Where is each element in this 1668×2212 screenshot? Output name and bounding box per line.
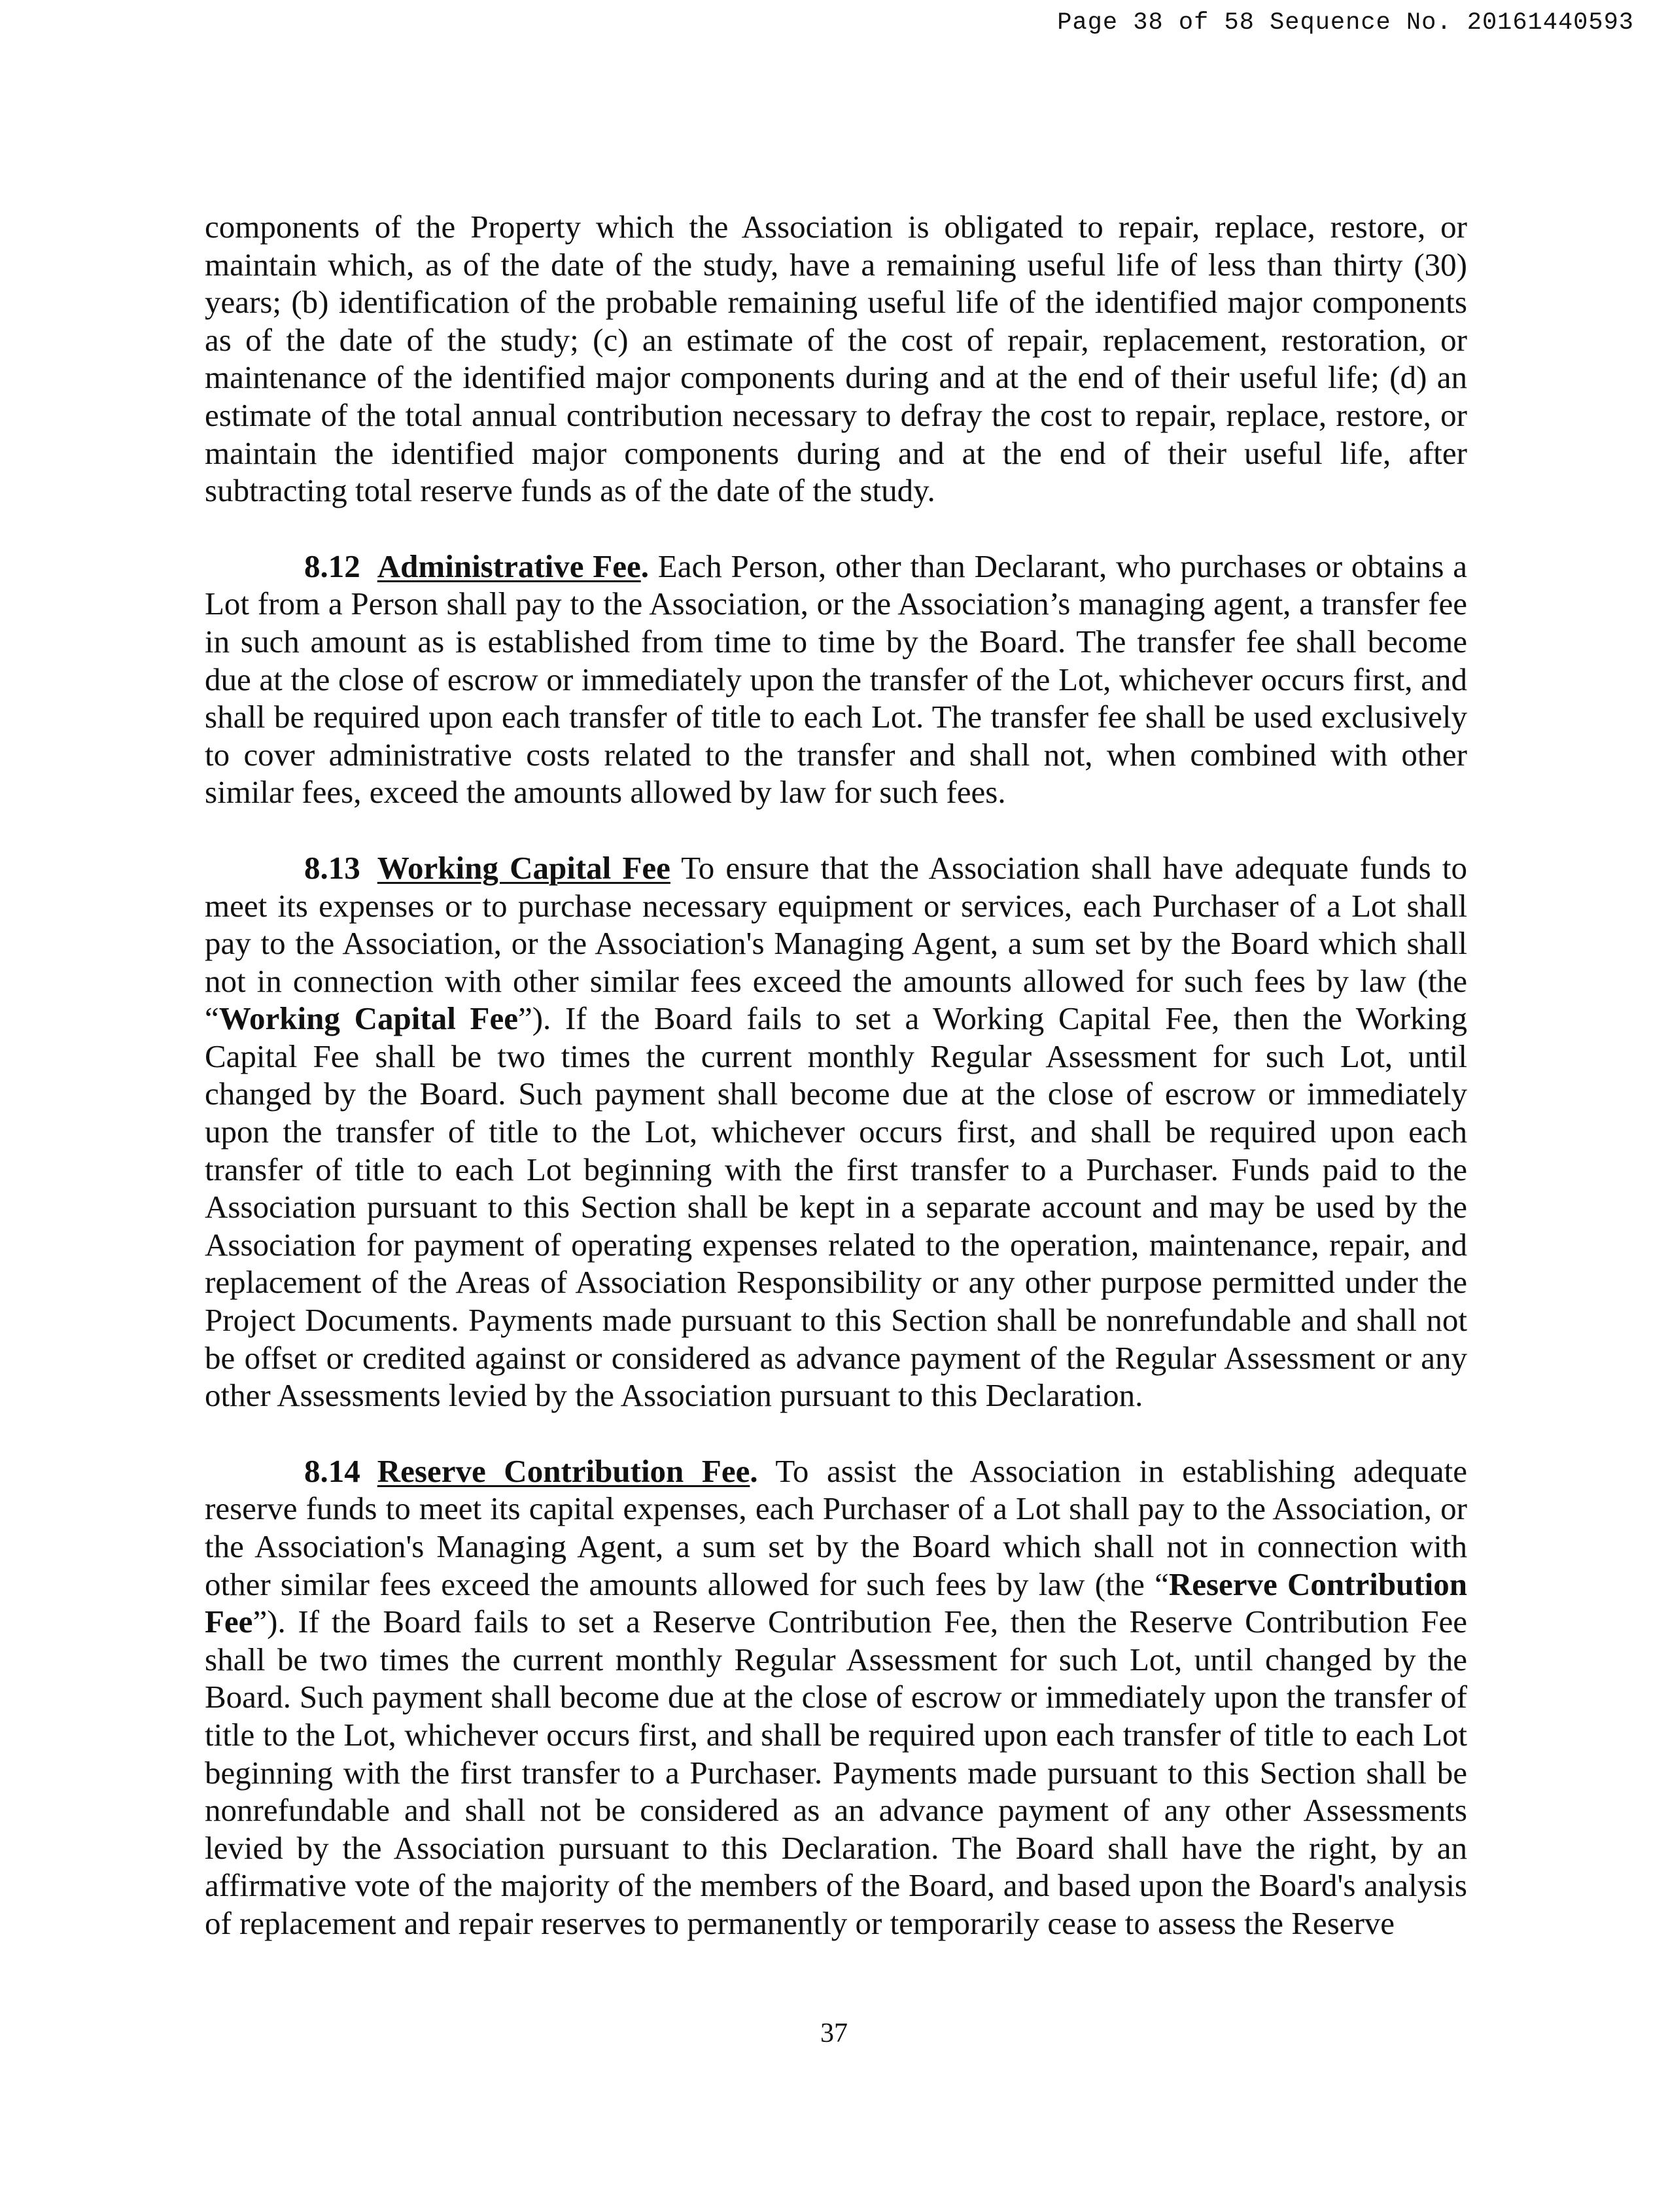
- section-text-before-term: To ensure that the Association shall have adequate funds to meet its expenses or to purchase necessary equipment or services, each Purchaser of a Lot shall pay to the Association, or the Association's Managing Agent, a sum set by the Board which shall not in connection with other similar fees exceed the amounts allowed for such fees by law (the “: [205, 849, 1467, 1037]
- section-title-punct: .: [750, 1452, 758, 1489]
- section-number: 8.14: [304, 1452, 360, 1489]
- section-8-12-paragraph: [205, 548, 1467, 811]
- section-text-after-term: ”). If the Board fails to set a Reserve Contribution Fee, then the Reserve Contribution Fee shall be two times the current monthly Regular Assessment for such Lot, until changed by the Board. Such payment shall become due at the close of escrow or immediately upon the transfer of title to the Lot, whichever occurs first, and shall be required upon each transfer of title to each Lot beginning with the first transfer to a Purchaser. Payments made pursuant to this Section shall be nonrefundable and shall not be considered as an advance payment of any other Assessments levied by the Association pursuant to this Declaration. The Board shall have the right, by an affirmative vote of the majority of the members of the Board, and based upon the Board's analysis of replacement and repair reserves to permanently or temporarily cease to assess the Reserve: [205, 1604, 1467, 1941]
- section-text-before-term: To assist the Association in establishing adequate reserve funds to meet its capital expenses, each Purchaser of a Lot shall pay to the Association, or the Association's Managing Agent, a sum set by the Board which shall not in connection with other similar fees exceed the amounts allowed for such fees by law (the “: [205, 1452, 1467, 1602]
- page-number: 37: [820, 2018, 848, 2048]
- section-text: Each Person, other than Declarant, who purchases or obtains a Lot from a Person shall pay to the Association, or the Association’s managing agent, a transfer fee in such amount as is established from time to time by the Board. The transfer fee shall become due at the close of escrow or immediately upon the transfer of the Lot, whichever occurs first, and shall be required upon each transfer of title to each Lot. The transfer fee shall be used exclusively to cover administrative costs related to the transfer and shall not, when combined with other similar fees, exceed the amounts allowed by law for such fees.: [205, 548, 1467, 811]
- section-text-after-term: ”). If the Board fails to set a Working Capital Fee, then the Working Capital Fee shall be two times the current monthly Regular Assessment for such Lot, until changed by the Board. Such payment shall become due at the close of escrow or immediately upon the transfer of title to the Lot, whichever occurs first, and shall be required upon each transfer of title to each Lot beginning with the first transfer to a Purchaser. Funds paid to the Association pursuant to this Section shall be kept in a separate account and may be used by the Association for payment of operating expenses related to the operation, maintenance, repair, and replacement of the Areas of Association Responsibility or any other purpose permitted under the Project Documents. Payments made pursuant to this Section shall be nonrefundable and shall not be offset or credited against or considered as advance payment of the Regular Assessment or any other Assessments levied by the Association pursuant to this Declaration.: [205, 1000, 1468, 1414]
- document-body: [205, 208, 1467, 1980]
- defined-term: Reserve Contribution Fee: [205, 1566, 1468, 1640]
- section-8-14-paragraph: [205, 1452, 1467, 1942]
- defined-term: Working Capital Fee: [218, 1000, 518, 1037]
- section-number: 8.13: [304, 849, 360, 886]
- section-number: 8.12: [304, 548, 360, 584]
- page-sequence-stamp: Page 38 of 58 Sequence No. 20161440593: [1057, 9, 1634, 37]
- section-title-punct: .: [640, 548, 649, 584]
- section-title: Working Capital Fee: [377, 849, 670, 886]
- continuation-paragraph: components of the Property which the Association is obligated to repair, replace, restore, or maintain which, as of the date of the study, have a remaining useful life of less than thirty (30) years; (b) identification of the probable remaining useful life of the identified major components as of the date of the study; (c) an estimate of the cost of repair, replacement, restoration, or maintenance of the identified major components during and at the end of their useful life; (d) an estimate of the total annual contribution necessary to defray the cost to repair, replace, restore, or maintain the identified major components during and at the end of their useful life, after subtracting total reserve funds as of the date of the study.: [205, 209, 1467, 509]
- section-title: Administrative Fee: [377, 548, 641, 584]
- section-title: Reserve Contribution Fee: [377, 1452, 750, 1489]
- section-8-13-paragraph: [205, 849, 1467, 1414]
